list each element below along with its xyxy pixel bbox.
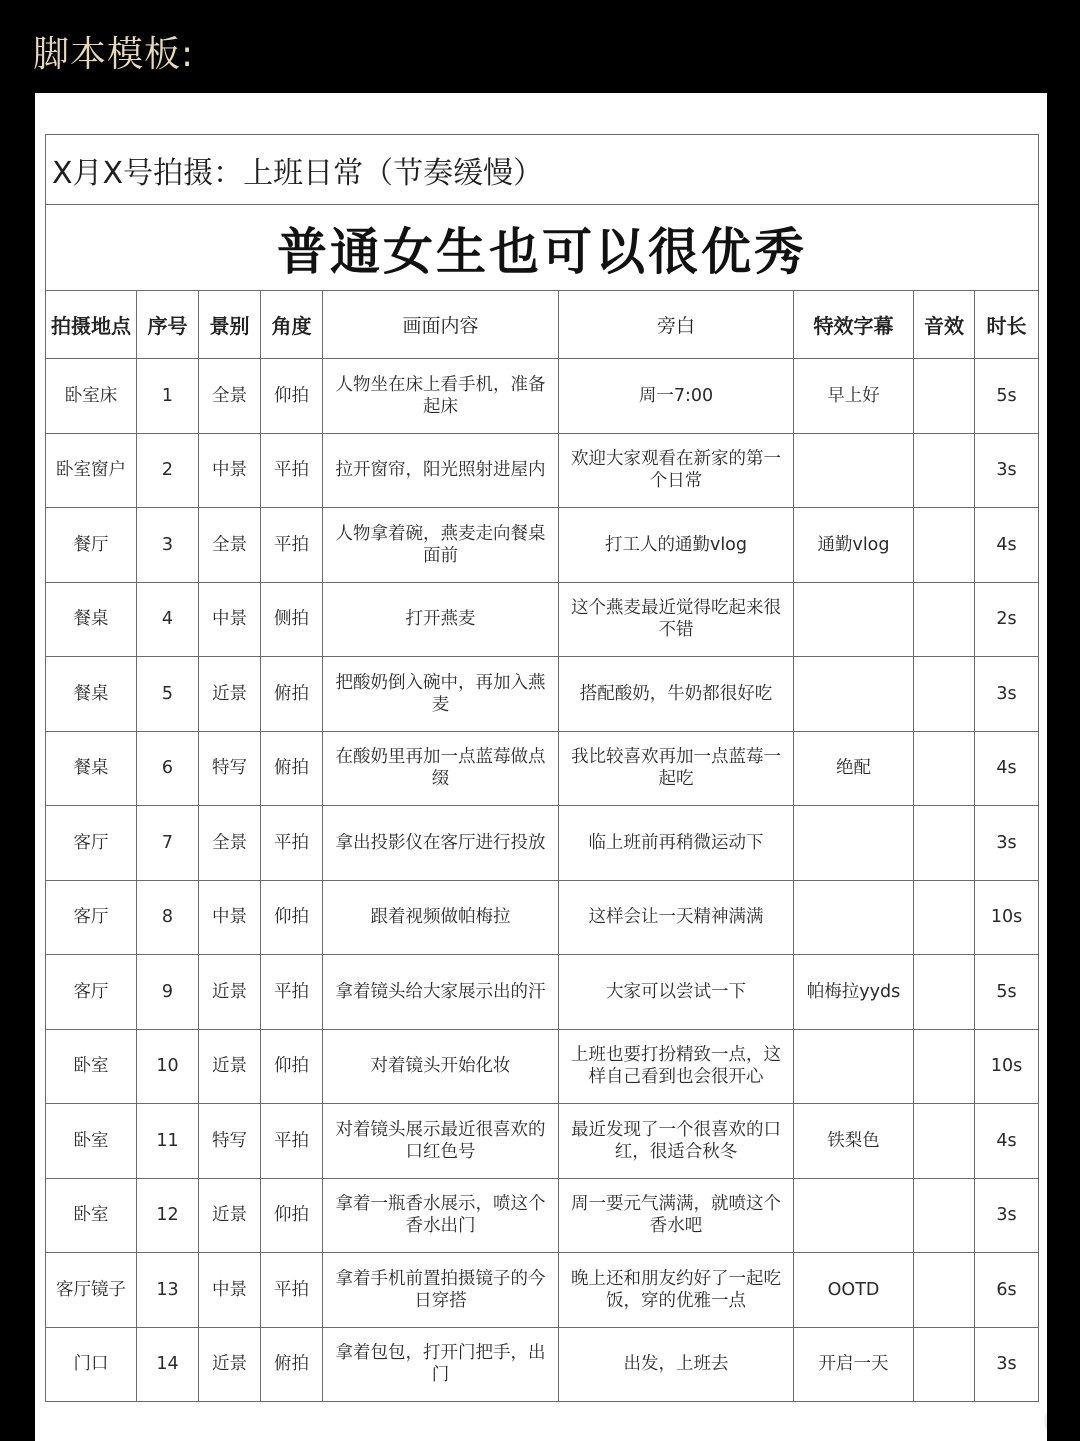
cell-number: 12 <box>137 1178 199 1253</box>
cell-subtitle <box>794 1029 914 1104</box>
cell-angle: 平拍 <box>261 508 323 583</box>
cell-narration: 大家可以尝试一下 <box>559 955 794 1030</box>
table-row <box>46 433 1039 508</box>
cell-angle: 仰拍 <box>261 1029 323 1104</box>
cell-content: 跟着视频做帕梅拉 <box>323 880 559 955</box>
cell-narration: 周一7:00 <box>559 359 794 434</box>
cell-location: 餐桌 <box>46 731 137 806</box>
cell-number: 1 <box>137 359 199 434</box>
cell-duration: 5s <box>975 359 1039 434</box>
cell-sound <box>914 731 975 806</box>
cell-subtitle: 通勤vlog <box>794 508 914 583</box>
header-sound: 音效 <box>914 291 975 359</box>
header-duration: 时长 <box>975 291 1039 359</box>
cell-location: 客厅镜子 <box>46 1253 137 1328</box>
table-row <box>46 1029 1039 1104</box>
cell-duration: 2s <box>975 582 1039 657</box>
page-title: 脚本模板: <box>0 0 1080 93</box>
cell-content: 人物坐在床上看手机，准备起床 <box>323 359 559 434</box>
video-title: 普通女生也可以很优秀 <box>46 205 1039 291</box>
cell-angle: 仰拍 <box>261 359 323 434</box>
cell-subtitle <box>794 806 914 881</box>
cell-angle: 仰拍 <box>261 880 323 955</box>
table-row <box>46 955 1039 1030</box>
cell-content: 拿出投影仪在客厅进行投放 <box>323 806 559 881</box>
cell-duration: 4s <box>975 731 1039 806</box>
cell-angle: 平拍 <box>261 806 323 881</box>
cell-duration: 3s <box>975 806 1039 881</box>
table-row <box>46 1104 1039 1179</box>
cell-shot-size: 中景 <box>199 433 261 508</box>
cell-shot-size: 近景 <box>199 1178 261 1253</box>
cell-subtitle <box>794 582 914 657</box>
cell-sound <box>914 359 975 434</box>
cell-narration: 这样会让一天精神满满 <box>559 880 794 955</box>
cell-shot-size: 特写 <box>199 1104 261 1179</box>
cell-narration: 周一要元气满满，就喷这个香水吧 <box>559 1178 794 1253</box>
header-shot-size: 景别 <box>199 291 261 359</box>
cell-narration: 我比较喜欢再加一点蓝莓一起吃 <box>559 731 794 806</box>
table-row <box>46 806 1039 881</box>
cell-angle: 侧拍 <box>261 582 323 657</box>
cell-subtitle: 铁梨色 <box>794 1104 914 1179</box>
cell-narration: 上班也要打扮精致一点，这样自己看到也会很开心 <box>559 1029 794 1104</box>
cell-location: 客厅 <box>46 955 137 1030</box>
cell-duration: 3s <box>975 433 1039 508</box>
cell-duration: 4s <box>975 508 1039 583</box>
cell-narration: 打工人的通勤vlog <box>559 508 794 583</box>
cell-sound <box>914 508 975 583</box>
table-row <box>46 731 1039 806</box>
header-content: 画面内容 <box>323 291 559 359</box>
cell-shot-size: 中景 <box>199 880 261 955</box>
cell-number: 6 <box>137 731 199 806</box>
cell-content: 在酸奶里再加一点蓝莓做点缀 <box>323 731 559 806</box>
cell-sound <box>914 880 975 955</box>
header-angle: 角度 <box>261 291 323 359</box>
cell-sound <box>914 433 975 508</box>
cell-content: 拿着一瓶香水展示，喷这个香水出门 <box>323 1178 559 1253</box>
cell-subtitle: 开启一天 <box>794 1327 914 1402</box>
cell-shot-size: 全景 <box>199 806 261 881</box>
cell-shot-size: 全景 <box>199 359 261 434</box>
cell-shot-size: 全景 <box>199 508 261 583</box>
cell-duration: 3s <box>975 1327 1039 1402</box>
table-row <box>46 880 1039 955</box>
cell-subtitle <box>794 433 914 508</box>
cell-duration: 6s <box>975 1253 1039 1328</box>
cell-duration: 5s <box>975 955 1039 1030</box>
cell-narration: 这个燕麦最近觉得吃起来很不错 <box>559 582 794 657</box>
cell-location: 卧室床 <box>46 359 137 434</box>
cell-sound <box>914 955 975 1030</box>
cell-narration: 出发，上班去 <box>559 1327 794 1402</box>
cell-sound <box>914 1327 975 1402</box>
cell-sound <box>914 1253 975 1328</box>
cell-sound <box>914 1104 975 1179</box>
table-row <box>46 582 1039 657</box>
cell-angle: 平拍 <box>261 433 323 508</box>
cell-narration: 搭配酸奶，牛奶都很好吃 <box>559 657 794 732</box>
cell-narration: 欢迎大家观看在新家的第一个日常 <box>559 433 794 508</box>
cell-shot-size: 中景 <box>199 582 261 657</box>
cell-content: 打开燕麦 <box>323 582 559 657</box>
table-row <box>46 657 1039 732</box>
cell-narration: 最近发现了一个很喜欢的口红，很适合秋冬 <box>559 1104 794 1179</box>
cell-number: 13 <box>137 1253 199 1328</box>
cell-shot-size: 近景 <box>199 1029 261 1104</box>
cell-content: 拉开窗帘，阳光照射进屋内 <box>323 433 559 508</box>
cell-subtitle <box>794 880 914 955</box>
cell-subtitle: 绝配 <box>794 731 914 806</box>
cell-location: 餐桌 <box>46 657 137 732</box>
cell-sound <box>914 806 975 881</box>
header-subtitle: 特效字幕 <box>794 291 914 359</box>
cell-subtitle: 早上好 <box>794 359 914 434</box>
cell-sound <box>914 1178 975 1253</box>
cell-duration: 10s <box>975 1029 1039 1104</box>
cell-shot-size: 近景 <box>199 1327 261 1402</box>
cell-location: 卧室 <box>46 1104 137 1179</box>
watermark <box>1044 1407 1072 1435</box>
cell-content: 人物拿着碗，燕麦走向餐桌面前 <box>323 508 559 583</box>
header-number: 序号 <box>137 291 199 359</box>
header-narration: 旁白 <box>559 291 794 359</box>
cell-number: 11 <box>137 1104 199 1179</box>
cell-narration: 临上班前再稍微运动下 <box>559 806 794 881</box>
cell-content: 拿着镜头给大家展示出的汗 <box>323 955 559 1030</box>
cell-number: 7 <box>137 806 199 881</box>
cell-number: 4 <box>137 582 199 657</box>
script-table <box>45 134 1039 1402</box>
cell-angle: 俯拍 <box>261 657 323 732</box>
cell-subtitle <box>794 657 914 732</box>
table-row <box>46 1327 1039 1402</box>
cell-sound <box>914 1029 975 1104</box>
cell-location: 餐桌 <box>46 582 137 657</box>
cell-location: 餐厅 <box>46 508 137 583</box>
cell-content: 拿着包包，打开门把手，出门 <box>323 1327 559 1402</box>
cell-content: 对着镜头开始化妆 <box>323 1029 559 1104</box>
cell-location: 客厅 <box>46 806 137 881</box>
cell-duration: 3s <box>975 657 1039 732</box>
cell-shot-size: 近景 <box>199 657 261 732</box>
cell-location: 客厅 <box>46 880 137 955</box>
cell-content: 拿着手机前置拍摄镜子的今日穿搭 <box>323 1253 559 1328</box>
cell-location: 卧室 <box>46 1178 137 1253</box>
cell-number: 9 <box>137 955 199 1030</box>
table-row <box>46 359 1039 434</box>
cell-angle: 平拍 <box>261 955 323 1030</box>
cell-shot-size: 近景 <box>199 955 261 1030</box>
cell-number: 14 <box>137 1327 199 1402</box>
cell-location: 门口 <box>46 1327 137 1402</box>
cell-duration: 4s <box>975 1104 1039 1179</box>
cell-angle: 俯拍 <box>261 1327 323 1402</box>
table-row <box>46 508 1039 583</box>
cell-content: 对着镜头展示最近很喜欢的口红色号 <box>323 1104 559 1179</box>
table-row <box>46 1178 1039 1253</box>
cell-sound <box>914 657 975 732</box>
cell-subtitle: OOTD <box>794 1253 914 1328</box>
table-header-row <box>46 291 1039 359</box>
cell-content: 把酸奶倒入碗中，再加入燕麦 <box>323 657 559 732</box>
cell-shot-size: 特写 <box>199 731 261 806</box>
table-row <box>46 1253 1039 1328</box>
cell-number: 3 <box>137 508 199 583</box>
header-location: 拍摄地点 <box>46 291 137 359</box>
cell-narration: 晚上还和朋友约好了一起吃饭，穿的优雅一点 <box>559 1253 794 1328</box>
cell-location: 卧室 <box>46 1029 137 1104</box>
cell-number: 2 <box>137 433 199 508</box>
shoot-title: X月X号拍摄：上班日常（节奏缓慢） <box>46 135 1039 205</box>
cell-angle: 平拍 <box>261 1104 323 1179</box>
cell-shot-size: 中景 <box>199 1253 261 1328</box>
cell-sound <box>914 582 975 657</box>
cell-number: 8 <box>137 880 199 955</box>
cell-location: 卧室窗户 <box>46 433 137 508</box>
cell-angle: 平拍 <box>261 1253 323 1328</box>
cell-angle: 仰拍 <box>261 1178 323 1253</box>
cell-number: 10 <box>137 1029 199 1104</box>
cell-number: 5 <box>137 657 199 732</box>
cell-duration: 3s <box>975 1178 1039 1253</box>
cell-duration: 10s <box>975 880 1039 955</box>
cell-subtitle: 帕梅拉yyds <box>794 955 914 1030</box>
cell-angle: 俯拍 <box>261 731 323 806</box>
cell-subtitle <box>794 1178 914 1253</box>
